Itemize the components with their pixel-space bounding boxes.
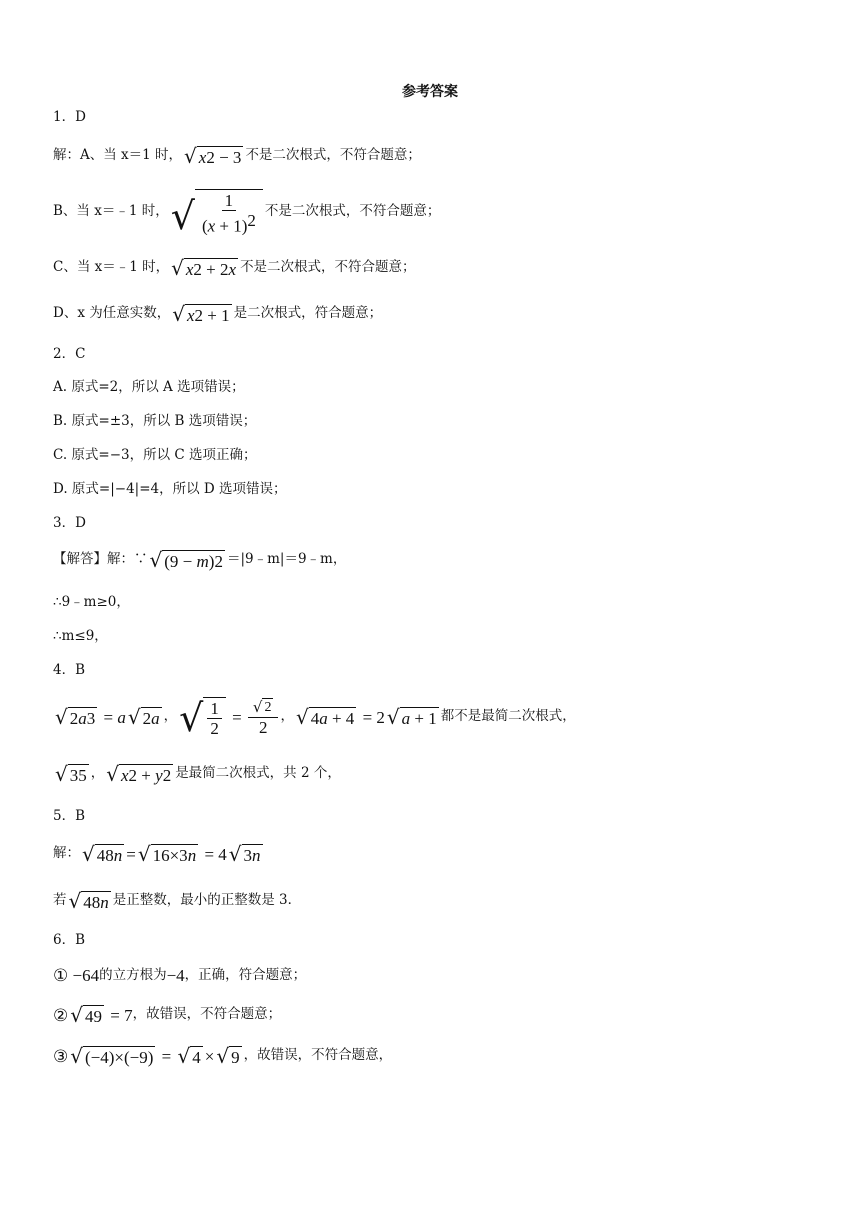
sqrt-expr: √ 48 n — [82, 842, 123, 866]
q3-l1-pre: 【解答】解：∵ — [53, 551, 148, 568]
sqrt-expr: √ 49 — [70, 1003, 102, 1027]
sqrt-fraction-expr: √ $\frac{1}{2}$ — [179, 697, 226, 737]
sqrt-expr: √ (9 − m ) 2 — [149, 548, 223, 572]
q2-option-d: D. 原式=|−4|=4，所以 D 选项错误； — [53, 481, 287, 497]
q4-line-1: √ 2 a 3 = a √ 2 a ， √ $\frac{1}{2}$ = √ 2 2 ， √ 4 a + 4 = 2 √ a + 1 都不是最简二次根式， — [55, 696, 576, 740]
q1-a-post: 不是二次根式，不符合题意； — [245, 147, 421, 164]
q2-option-a: A. 原式=2，所以 A 选项错误； — [53, 379, 245, 395]
sqrt-expr: √ 2 a 3 — [55, 705, 96, 729]
sqrt-expr: √ 4 a + 4 — [295, 705, 355, 729]
sqrt-expr: √ x 2 + 1 — [172, 302, 230, 326]
q1-option-c — [53, 258, 416, 278]
fraction: √ 2 2 — [248, 698, 279, 736]
q2-head: 2．C — [53, 346, 86, 362]
q6-l1-post: 的立方根为 — [99, 966, 167, 983]
q6-line-2: ② √ 49 = 7 ，故错误，不符合题意； — [53, 1003, 282, 1027]
q4-line-2 — [53, 764, 341, 784]
q1-option-b — [53, 189, 441, 238]
sqrt-expr: √ 35 — [55, 762, 87, 786]
q6-l1-tail: ，正确，符合题意； — [184, 966, 307, 983]
q3-l1-post: ＝|9﹣m|＝9﹣m， — [226, 551, 347, 568]
sqrt-fraction-expr: √ $\frac{1}{(x + 1)^2}$ — [171, 189, 263, 235]
q1-c-pre: C、当 x＝﹣1 时， — [53, 259, 170, 276]
sqrt-expr: √ x 2 − 3 — [184, 144, 242, 168]
q1-b-pre: B、当 x＝﹣1 时， — [53, 203, 169, 220]
page-title: 参考答案 — [402, 84, 458, 100]
q6-l3-post: ，故错误，不符合题意， — [243, 1047, 393, 1064]
q4-separator: ， — [163, 708, 178, 725]
q3-line-1 — [53, 550, 346, 570]
q1-c-post: 不是二次根式，不符合题意； — [240, 259, 416, 276]
q3-head: 3．D — [53, 515, 86, 531]
q1-d-pre: D、x 为任意实数， — [53, 305, 171, 322]
q4-l2-post: 是最简二次根式，共 2 个， — [175, 765, 341, 782]
q2-option-c: C. 原式=−3，所以 C 选项正确； — [53, 447, 257, 463]
q4-l1-post: 都不是最简二次根式， — [440, 708, 576, 725]
sqrt-expr: √ 2 a — [127, 705, 160, 729]
q5-l1-pre: 解： — [53, 845, 80, 862]
sqrt-expr: √ 4 — [177, 1044, 201, 1068]
sqrt-expr: √ x 2 + y 2 — [106, 762, 172, 786]
sqrt-expr: √ 9 — [216, 1044, 240, 1068]
q1-option-a — [53, 146, 421, 166]
q4-head: 4．B — [53, 662, 86, 678]
q4-separator: ， — [280, 708, 294, 725]
q5-line-1: 解： √ 48 n = √ 16×3 n = 4 √ 3 n — [53, 842, 261, 866]
q6-head: 6．B — [53, 932, 86, 948]
q5-line-2 — [53, 891, 301, 911]
sqrt-expr: √ x 2 + 2 x — [171, 256, 237, 280]
q1-a-pre: 解：A、当 x＝1 时， — [53, 147, 183, 164]
sqrt-expr: √ a + 1 — [386, 705, 437, 729]
q6-line-3: ③ √ (−4)×(−9) = √ 4 × √ 9 ，故错误，不符合题意， — [53, 1044, 393, 1068]
q6-l2-post: ，故错误，不符合题意； — [132, 1006, 282, 1023]
q4-separator: ， — [90, 765, 105, 782]
q3-line-2: ∴9﹣m≥0， — [53, 594, 130, 610]
q5-l2-post: 是正整数，最小的正整数是 3． — [112, 892, 302, 909]
q5-head: 5．B — [53, 808, 86, 824]
q5-l2-pre: 若 — [53, 892, 67, 909]
q3-line-3: ∴m≤9， — [53, 628, 108, 644]
sqrt-expr: √ (−4)×(−9) — [70, 1044, 154, 1068]
q1-option-d — [53, 304, 382, 324]
sqrt-expr: √ 3 n — [228, 842, 261, 866]
q6-line-1: ① −64 的立方根为 −4 ，正确，符合题意； — [53, 966, 307, 985]
q1-b-post: 不是二次根式，不符合题意； — [264, 203, 441, 220]
q2-option-b: B. 原式=±3，所以 B 选项错误； — [53, 413, 257, 429]
sqrt-expr: √ 48 n — [68, 889, 109, 913]
q1-head: 1．D — [53, 109, 86, 125]
sqrt-expr: √ 16×3 n — [137, 842, 197, 866]
q1-d-post: 是二次根式，符合题意； — [233, 305, 383, 322]
